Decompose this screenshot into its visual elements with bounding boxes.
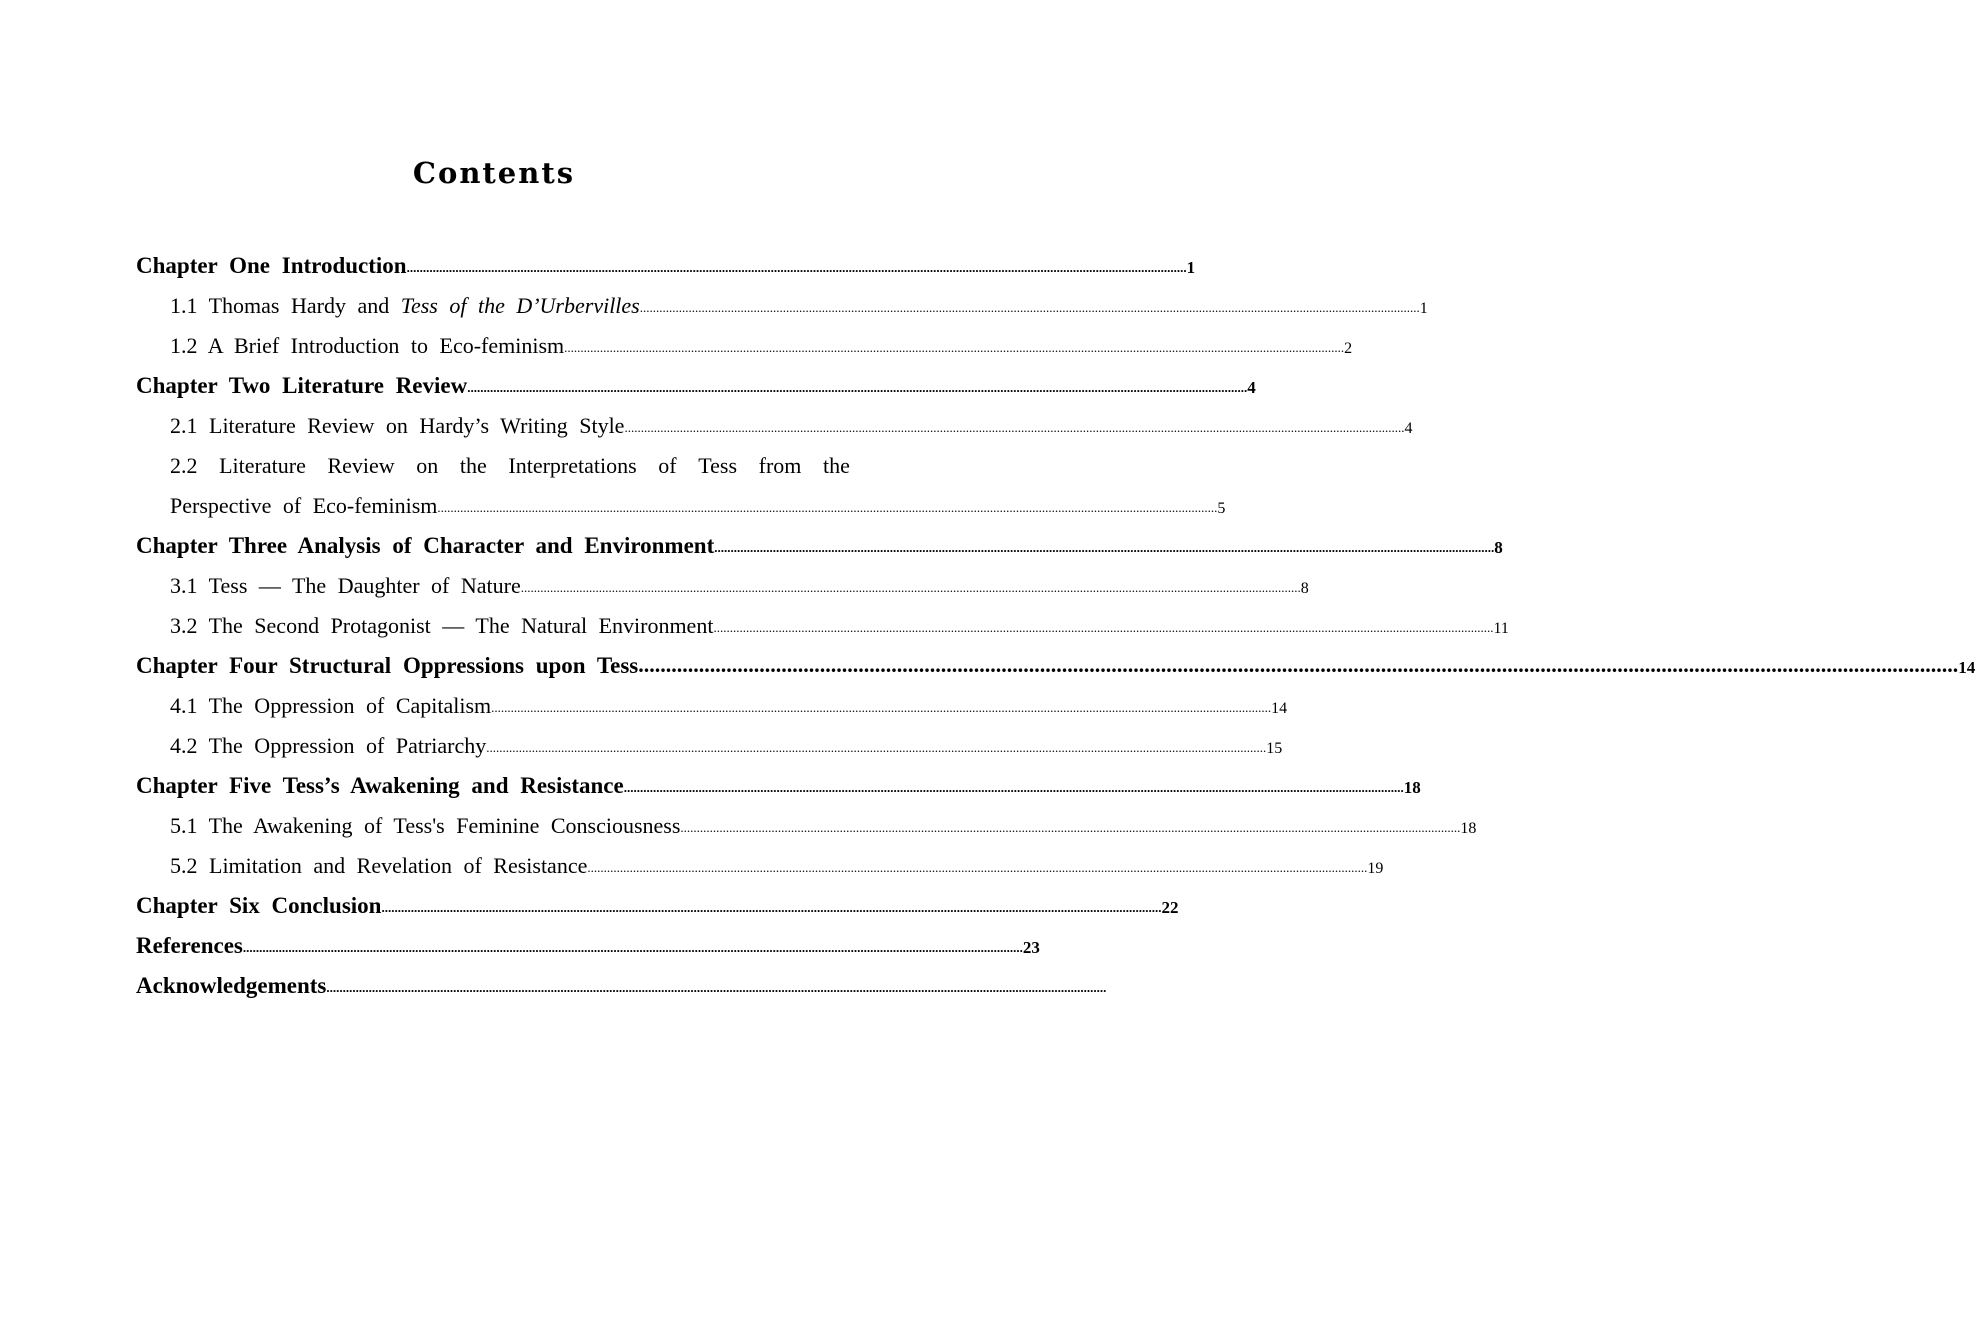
toc-page-number: 5 bbox=[1217, 500, 1226, 517]
word: Interpretations bbox=[508, 453, 637, 478]
toc-section-5-2[interactable] bbox=[136, 846, 1384, 886]
dot-leader: ................................................................................................................................................................................................................................................ bbox=[242, 940, 1023, 955]
word: Tess bbox=[698, 453, 738, 478]
toc-section-1-1[interactable] bbox=[136, 286, 1428, 326]
word: Review bbox=[327, 453, 395, 478]
dot-leader: ................................................................................................................................................................................................................................................ bbox=[486, 740, 1267, 755]
toc-entry-label: 4.2 The Oppression of Patriarchy bbox=[170, 733, 487, 758]
toc-entry-label: Perspective of Eco-feminism bbox=[170, 493, 438, 518]
toc-entry-label: 3.1 Tess — The Daughter of Nature bbox=[170, 573, 521, 598]
toc-section-3-2[interactable] bbox=[136, 606, 1509, 646]
toc-references[interactable] bbox=[136, 926, 1040, 966]
toc-page-number: 11 bbox=[1493, 620, 1509, 637]
word: 2.2 bbox=[170, 453, 198, 478]
toc-entry-label: Chapter Three Analysis of Character and Environment bbox=[136, 533, 715, 558]
toc-section-2-2-line1[interactable] bbox=[136, 446, 850, 486]
dot-leader: ................................................................................................................................................................................................................................................ bbox=[406, 260, 1187, 275]
toc-page-number: 4 bbox=[1404, 420, 1413, 437]
word: Literature bbox=[219, 453, 306, 478]
toc-section-5-1[interactable] bbox=[136, 806, 1477, 846]
word: the bbox=[823, 453, 850, 478]
toc-page-number: 1 bbox=[1419, 300, 1428, 317]
table-of-contents bbox=[136, 246, 1975, 1006]
dot-leader: ................................................................................................................................................................................................................................................ bbox=[564, 340, 1345, 355]
dot-leader: ................................................................................................................................................................................................................................................ bbox=[437, 500, 1218, 515]
toc-chapter-one[interactable] bbox=[136, 246, 1196, 286]
dot-leader: ................................................................................................................................................................................................................................................ bbox=[520, 580, 1301, 595]
toc-section-3-1[interactable] bbox=[136, 566, 1309, 606]
toc-page-number: 19 bbox=[1367, 860, 1384, 877]
toc-entry-label: 5.1 The Awakening of Tess's Feminine Consciousness bbox=[170, 813, 681, 838]
toc-page-number: 2 bbox=[1344, 340, 1353, 357]
toc-page-number: 22 bbox=[1161, 898, 1179, 917]
toc-entry-label: References bbox=[136, 933, 243, 958]
dot-leader: ................................................................................................................................................................................................................................................ bbox=[638, 652, 1959, 677]
toc-page-number: 4 bbox=[1247, 378, 1256, 397]
dot-leader: ................................................................................................................................................................................................................................................ bbox=[467, 380, 1248, 395]
toc-entry-label-italic: Tess of the D’Urbervilles bbox=[400, 293, 640, 318]
dot-leader: ................................................................................................................................................................................................................................................ bbox=[624, 420, 1405, 435]
toc-entry-label: Chapter Six Conclusion bbox=[136, 893, 382, 918]
toc-entry-label: 3.2 The Second Protagonist — The Natural Environment bbox=[170, 613, 714, 638]
toc-page-number: 15 bbox=[1266, 740, 1283, 757]
toc-chapter-three[interactable] bbox=[136, 526, 1503, 566]
toc-chapter-six[interactable] bbox=[136, 886, 1179, 926]
toc-page-number: 18 bbox=[1403, 778, 1421, 797]
toc-chapter-four[interactable] bbox=[136, 646, 1975, 686]
toc-entry-label: Chapter Five Tess’s Awakening and Resistance bbox=[136, 773, 624, 798]
toc-page-number: 23 bbox=[1022, 938, 1040, 957]
toc-entry-label: 4.1 The Oppression of Capitalism bbox=[170, 693, 492, 718]
word: the bbox=[459, 453, 487, 478]
page-title: Contents bbox=[412, 156, 576, 190]
toc-entry-label: Chapter Two Literature Review bbox=[136, 373, 468, 398]
toc-page-number: 8 bbox=[1300, 580, 1309, 597]
toc-entry-label bbox=[170, 286, 640, 326]
toc-page-number: 14 bbox=[1271, 700, 1288, 717]
dot-leader: ................................................................................................................................................................................................................................................ bbox=[326, 980, 1107, 995]
dot-leader: ................................................................................................................................................................................................................................................ bbox=[491, 700, 1272, 715]
toc-entry-label: Chapter One Introduction bbox=[136, 253, 407, 278]
toc-acknowledgements[interactable] bbox=[136, 966, 1107, 1006]
word: of bbox=[658, 453, 677, 478]
dot-leader: ................................................................................................................................................................................................................................................ bbox=[639, 300, 1420, 315]
toc-section-2-1[interactable] bbox=[136, 406, 1413, 446]
toc-section-4-2[interactable] bbox=[136, 726, 1283, 766]
dot-leader: ................................................................................................................................................................................................................................................ bbox=[713, 620, 1494, 635]
word: from bbox=[758, 453, 802, 478]
toc-chapter-two[interactable] bbox=[136, 366, 1256, 406]
toc-page-number: 18 bbox=[1460, 820, 1477, 837]
toc-entry-label-text: 1.1 Thomas Hardy and bbox=[170, 293, 401, 318]
toc-entry-label: Acknowledgements bbox=[136, 973, 327, 998]
toc-entry-label: Chapter Four Structural Oppressions upon Tess bbox=[136, 653, 639, 678]
toc-page-number: 14 bbox=[1958, 658, 1975, 677]
toc-section-4-1[interactable] bbox=[136, 686, 1288, 726]
dot-leader: ................................................................................................................................................................................................................................................ bbox=[680, 820, 1461, 835]
word: on bbox=[416, 453, 439, 478]
toc-entry-label: 5.2 Limitation and Revelation of Resistance bbox=[170, 853, 588, 878]
toc-section-2-2-line2[interactable] bbox=[136, 486, 1226, 526]
toc-section-1-2[interactable] bbox=[136, 326, 1353, 366]
toc-page-number: 1 bbox=[1186, 258, 1196, 277]
dot-leader: ................................................................................................................................................................................................................................................ bbox=[587, 860, 1368, 875]
toc-chapter-five[interactable] bbox=[136, 766, 1421, 806]
dot-leader: ................................................................................................................................................................................................................................................ bbox=[714, 540, 1495, 555]
toc-entry-label: 2.1 Literature Review on Hardy’s Writing Style bbox=[170, 413, 625, 438]
toc-page-number: 8 bbox=[1494, 538, 1503, 557]
toc-entry-label: 1.2 A Brief Introduction to Eco-feminism bbox=[170, 333, 565, 358]
dot-leader: ................................................................................................................................................................................................................................................ bbox=[623, 780, 1404, 795]
dot-leader: ................................................................................................................................................................................................................................................ bbox=[381, 900, 1162, 915]
